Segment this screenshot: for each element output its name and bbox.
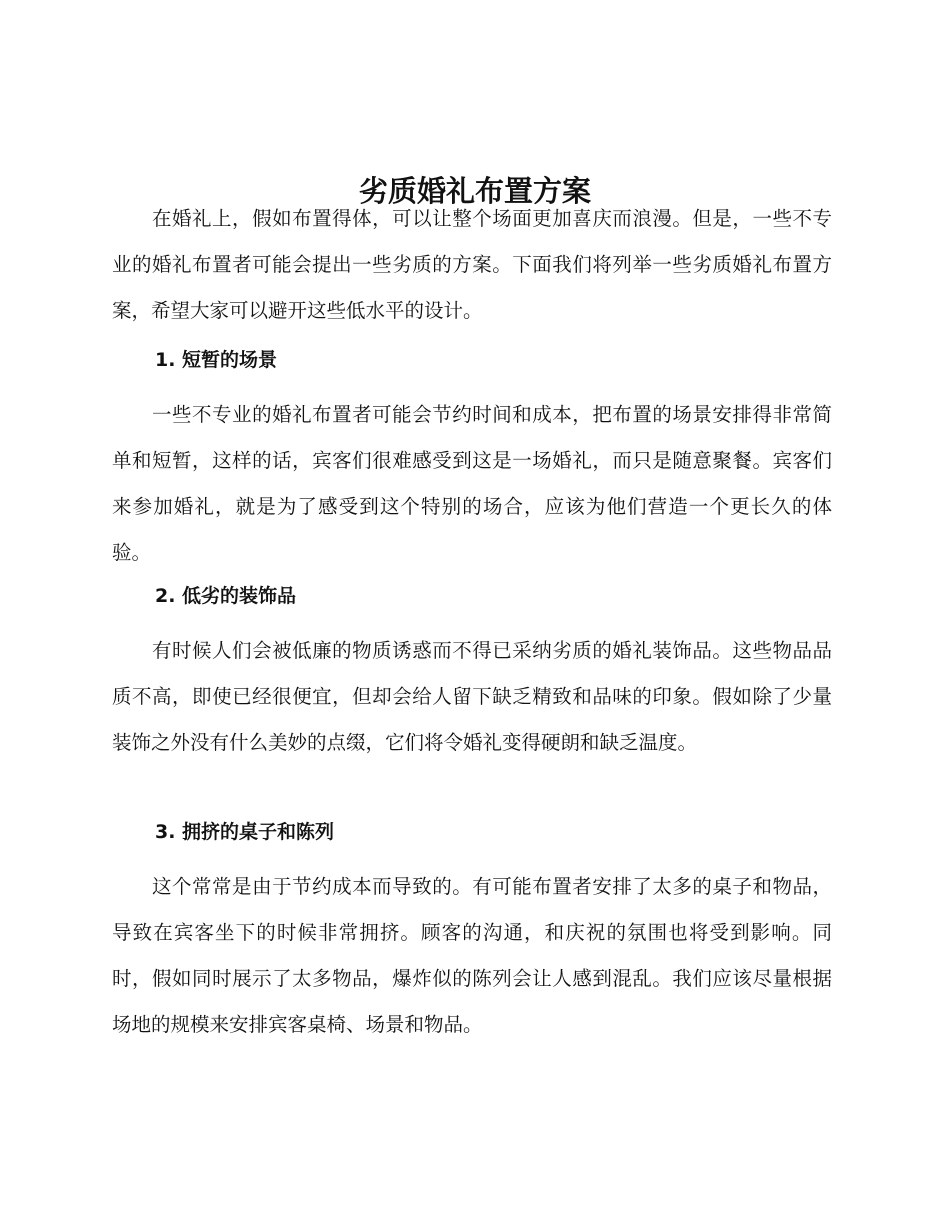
section-heading-3: 3. 拥挤的桌子和陈列 [155,821,335,843]
section-body-3: 这个常常是由于节约成本而导致的。有可能布置者安排了太多的桌子和物品，导致在宾客坐下的时候非常拥挤。顾客的沟通，和庆祝的氛围也将受到影响。同时，假如同时展示了太多物品，爆炸似的陈列会让人感到混乱。我们应该尽量根据场地的规模来安排宾客桌椅、场景和物品。 [112,875,832,1036]
section-body-1: 一些不专业的婚礼布置者可能会节约时间和成本，把布置的场景安排得非常简单和短暂，这样的话，宾客们很难感受到这是一场婚礼，而只是随意聚餐。宾客们来参加婚礼，就是为了感受到这个特别的场合，应该为他们营造一个更长久的体验。 [112,403,832,564]
document-title: 劣质婚礼布置方案 [358,174,591,209]
section-heading-2: 2. 低劣的装饰品 [155,585,297,607]
intro-paragraph: 在婚礼上，假如布置得体，可以让整个场面更加喜庆而浪漫。但是，一些不专业的婚礼布置者可能会提出一些劣质的方案。下面我们将列举一些劣质婚礼布置方案，希望大家可以避开这些低水平的设计。 [112,207,832,322]
section-heading-1: 1. 短暂的场景 [155,349,278,371]
section-body-2: 有时候人们会被低廉的物质诱惑而不得已采纳劣质的婚礼装饰品。这些物品品质不高，即使已经很便宜，但却会给人留下缺乏精致和品味的印象。假如除了少量装饰之外没有什么美妙的点缀，它们将令婚礼变得硬朗和缺乏温度。 [112,639,832,754]
